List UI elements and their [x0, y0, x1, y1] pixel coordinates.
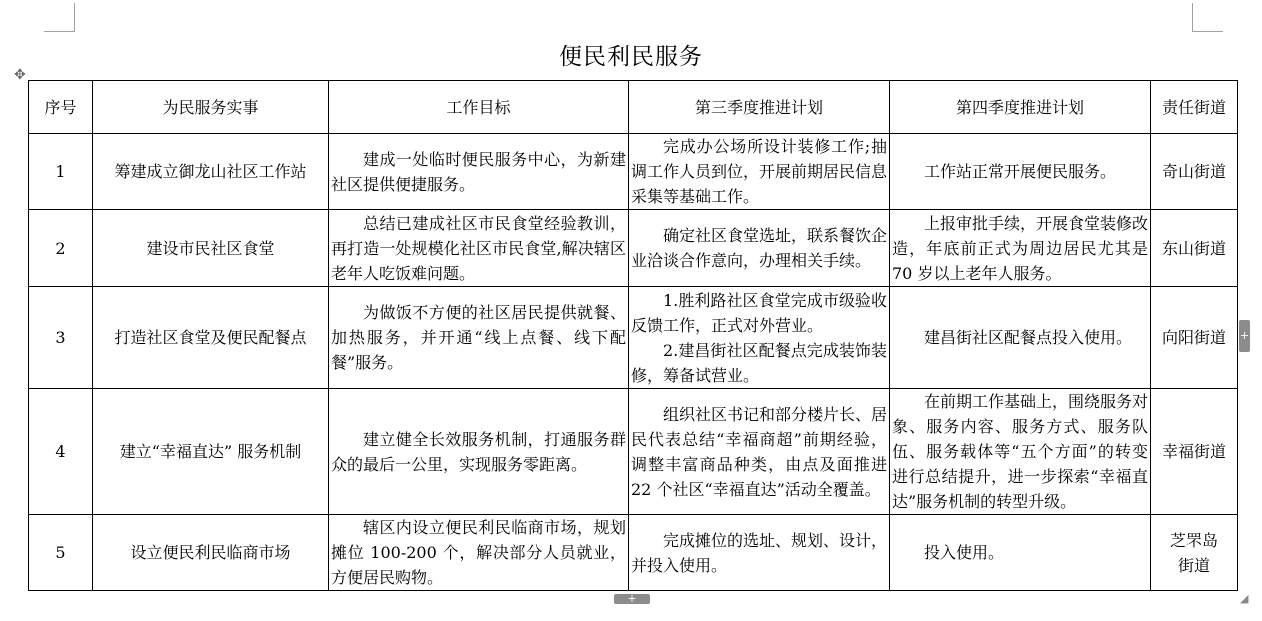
cell-goal[interactable]: 建成一处临时便民服务中心，为新建社区提供便捷服务。 [329, 134, 629, 210]
table-row [29, 389, 1238, 515]
cell-q3-plan[interactable]: 组织社区书记和部分楼片长、居民代表总结“幸福商超”前期经验，调整丰富商品种类，由点及面推进 22 个社区“幸福直达”活动全覆盖。 [629, 389, 890, 515]
page-corner-top-left [44, 3, 75, 32]
cell-q3-plan[interactable]: 完成办公场所设计装修工作;抽调工作人员到位，开展前期居民信息采集等基础工作。 [629, 134, 890, 210]
cell-index[interactable]: 1 [29, 134, 93, 210]
cell-street[interactable]: 东山街道 [1151, 210, 1238, 287]
cell-task[interactable]: 打造社区食堂及便民配餐点 [93, 287, 329, 389]
cell-task[interactable]: 建设市民社区食堂 [93, 210, 329, 287]
cell-task[interactable]: 建立“幸福直达” 服务机制 [93, 389, 329, 515]
header-q4-plan: 第四季度推进计划 [890, 81, 1151, 134]
cell-task[interactable]: 设立便民利民临商市场 [93, 515, 329, 591]
cell-index[interactable]: 5 [29, 515, 93, 591]
q3-plan-line: 1.胜利路社区食堂完成市级验收反馈工作，正式对外营业。 [631, 290, 887, 335]
table-move-handle-icon[interactable]: ✥ [14, 67, 26, 83]
cell-goal[interactable]: 建立健全长效服务机制，打通服务群众的最后一公里，实现服务零距离。 [329, 389, 629, 515]
cell-index[interactable]: 2 [29, 210, 93, 287]
header-q3-plan: 第三季度推进计划 [629, 81, 890, 134]
cell-street[interactable]: 奇山街道 [1151, 134, 1238, 210]
add-row-icon[interactable]: + [614, 594, 650, 604]
cell-street[interactable]: 向阳街道 [1151, 287, 1238, 389]
table-row [29, 134, 1238, 210]
cell-q4-plan[interactable]: 上报审批手续，开展食堂装修改造，年底前正式为周边居民尤其是 70 岁以上老年人服务。 [890, 210, 1151, 287]
service-table [28, 80, 1238, 591]
cell-q4-plan[interactable]: 工作站正常开展便民服务。 [890, 134, 1151, 210]
table-row [29, 515, 1238, 591]
cell-q4-plan[interactable]: 建昌街社区配餐点投入使用。 [890, 287, 1151, 389]
header-task: 为民服务实事 [93, 81, 329, 134]
document-title: 便民利民服务 [559, 44, 703, 70]
add-column-icon[interactable]: + [1239, 320, 1250, 352]
cell-q4-plan[interactable]: 投入使用。 [890, 515, 1151, 591]
cell-task[interactable]: 筹建成立御龙山社区工作站 [93, 134, 329, 210]
q3-plan-line: 2.建昌街社区配餐点完成装饰装修，筹备试营业。 [631, 340, 887, 385]
header-goal: 工作目标 [329, 81, 629, 134]
table-row [29, 287, 1238, 389]
cell-goal[interactable]: 为做饭不方便的社区居民提供就餐、加热服务，并开通“线上点餐、线下配餐”服务。 [329, 287, 629, 389]
cell-index[interactable]: 3 [29, 287, 93, 389]
table-resize-icon[interactable]: ◢ [1240, 592, 1249, 605]
header-index: 序号 [29, 81, 93, 134]
cell-goal[interactable]: 辖区内设立便民利民临商市场，规划摊位 100-200 个，解决部分人员就业，方便居民购物。 [329, 515, 629, 591]
cell-q3-plan[interactable]: 完成摊位的选址、规划、设计，并投入使用。 [629, 515, 890, 591]
table-row [29, 210, 1238, 287]
header-street: 责任街道 [1151, 81, 1238, 134]
table-header-row [29, 81, 1238, 134]
cell-goal[interactable]: 总结已建成社区市民食堂经验教训，再打造一处规模化社区市民食堂,解决辖区老年人吃饭难问题。 [329, 210, 629, 287]
page-corner-top-right [1192, 3, 1223, 32]
cell-q4-plan[interactable]: 在前期工作基础上，围绕服务对象、服务内容、服务方式、服务队伍、服务载体等“五个方面”的转变进行总结提升，进一步探索“幸福直达”服务机制的转型升级。 [890, 389, 1151, 515]
cell-q3-plan[interactable] [629, 287, 890, 389]
cell-index[interactable]: 4 [29, 389, 93, 515]
cell-street[interactable]: 幸福街道 [1151, 389, 1238, 515]
cell-street[interactable]: 芝罘岛街道 [1151, 515, 1238, 591]
cell-q3-plan[interactable]: 确定社区食堂选址，联系餐饮企业洽谈合作意向，办理相关手续。 [629, 210, 890, 287]
